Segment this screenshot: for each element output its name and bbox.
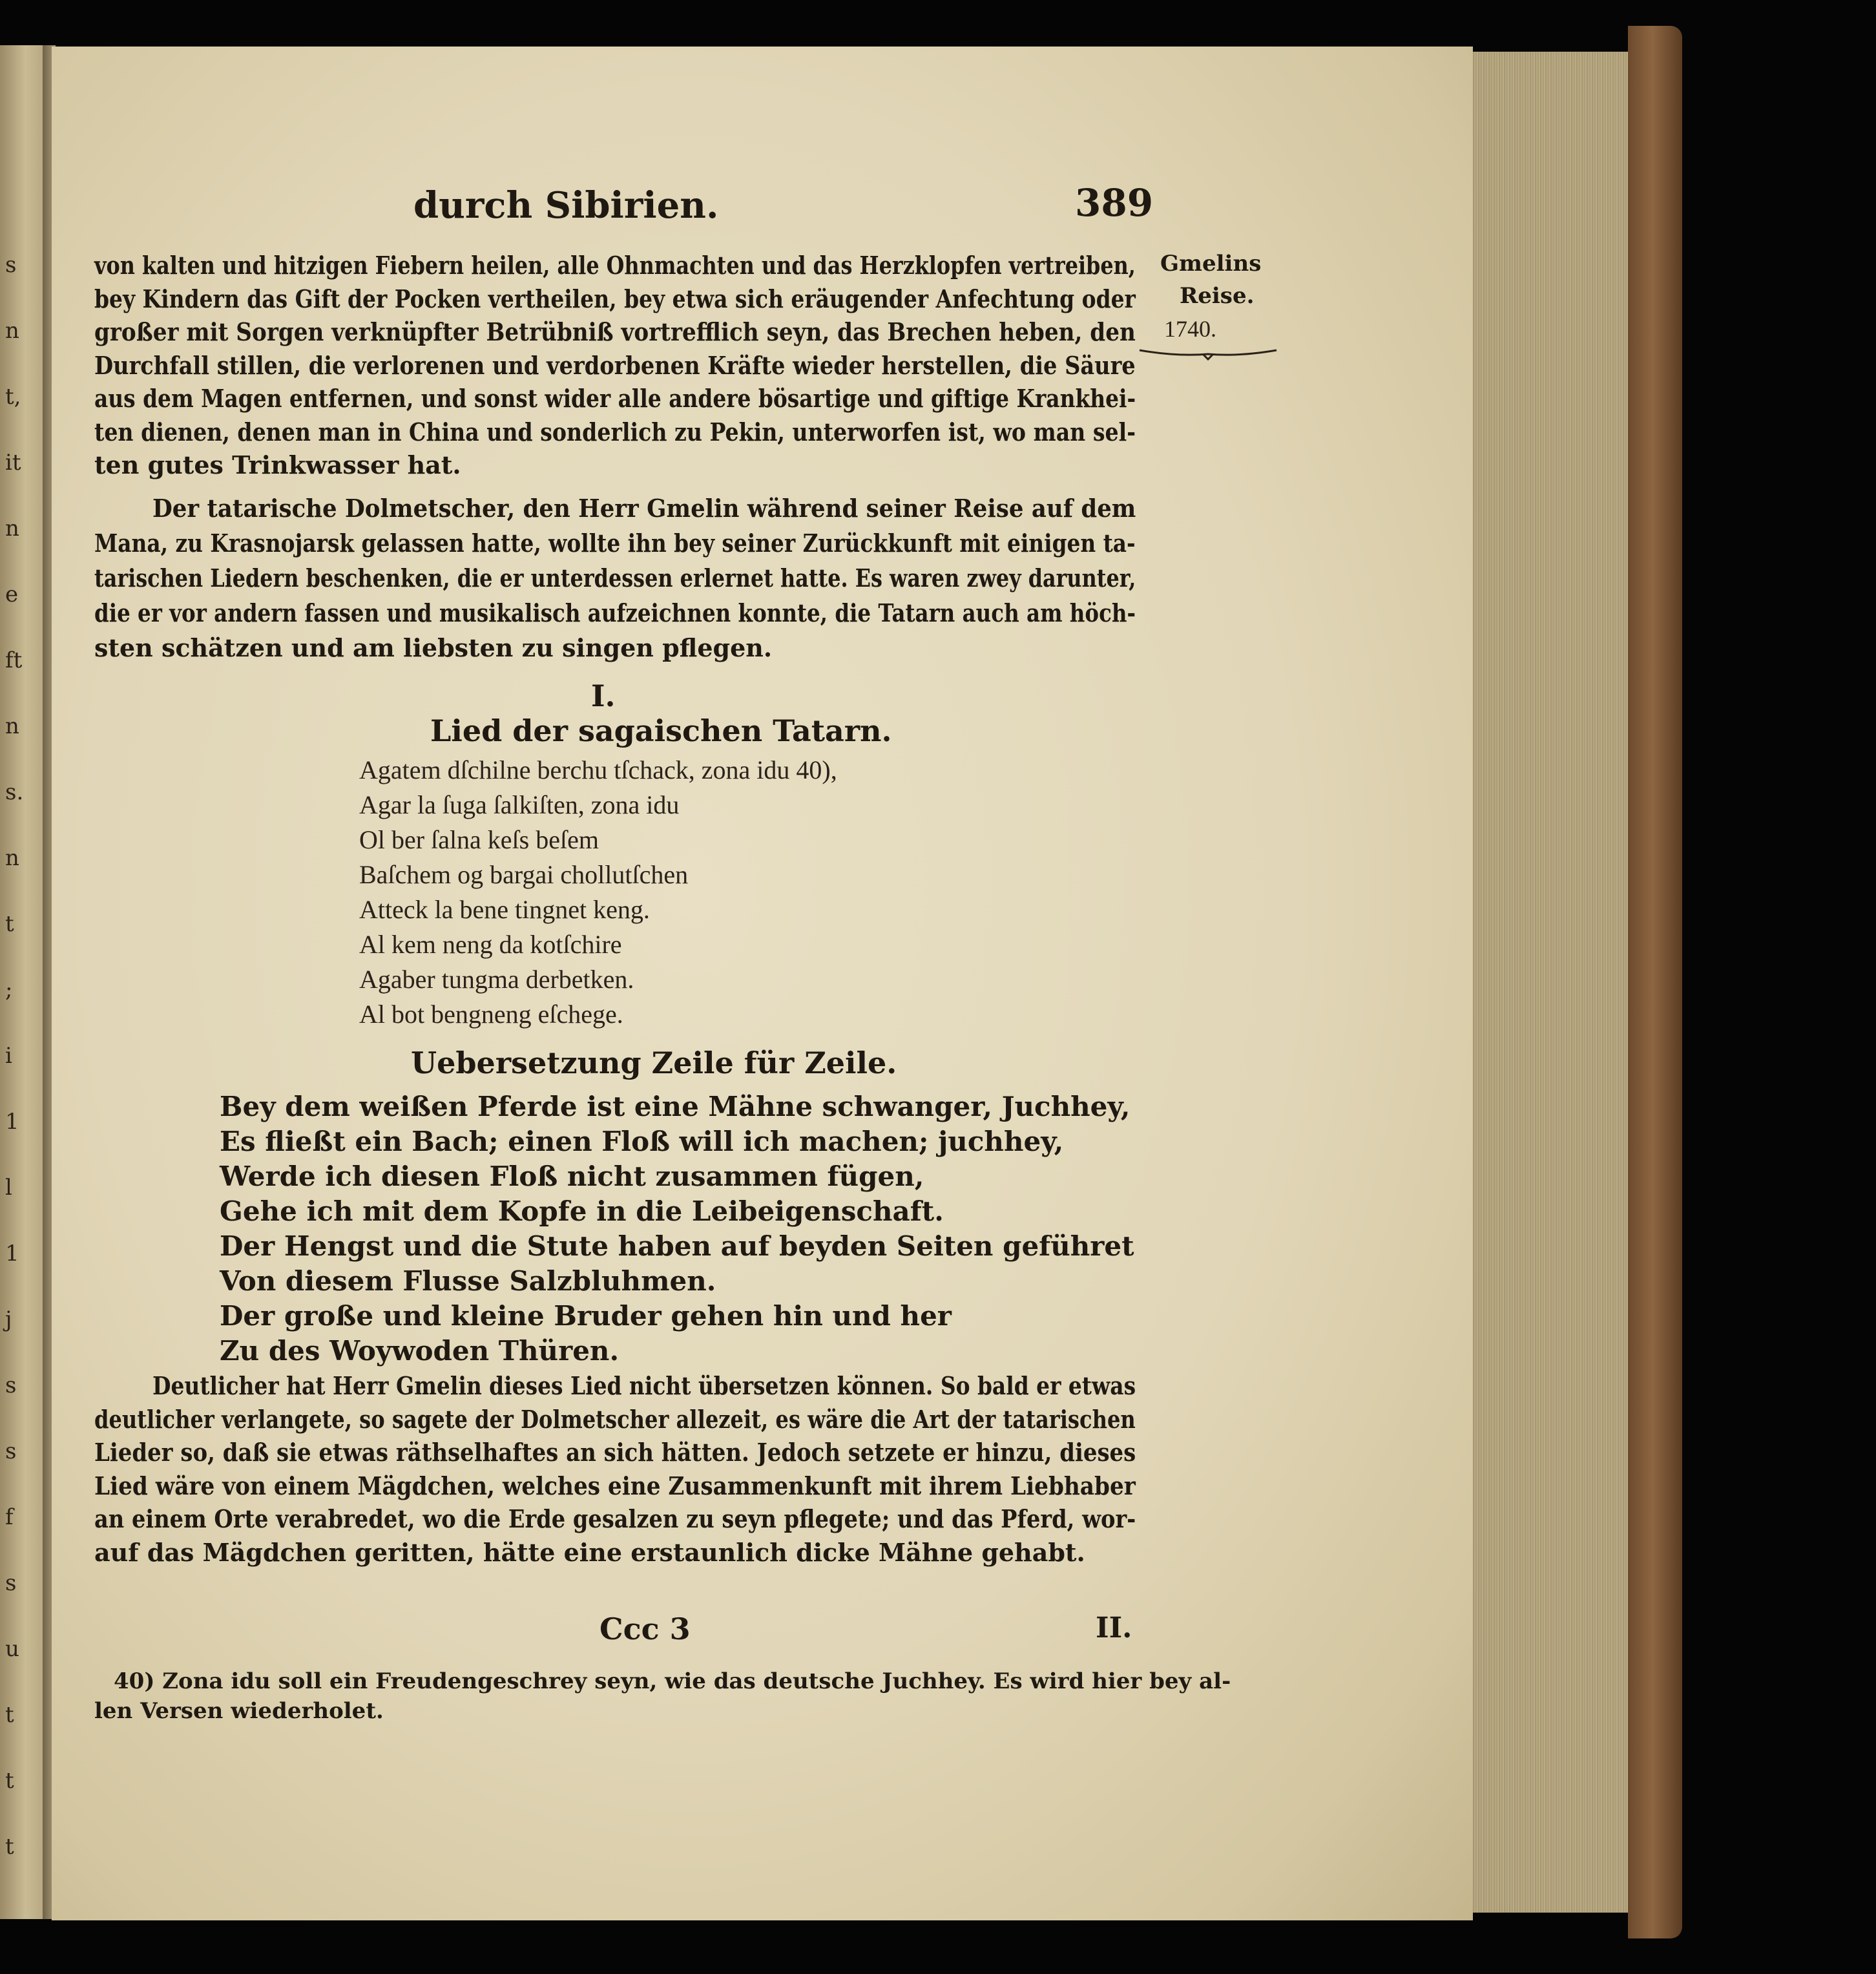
footnote-line: 40) Zona idu soll ein Freudengeschrey seyn, wie das deutsche Juchhey. Es wird hier bey al- [114, 1668, 1231, 1694]
para3-line: auf das Mägdchen geritten, hätte eine erstaunlich dicke Mähne gehabt. [94, 1537, 1085, 1567]
para3-line: Lieder so, daß sie etwas räthselhaftes an sich hätten. Jedoch setzete er hinzu, dieses [94, 1438, 1136, 1467]
previous-page-fragment: t [5, 1834, 14, 1860]
previous-page-fragment: s [5, 1438, 17, 1464]
para1-line: großer mit Sorgen verknüpfter Betrübniß vortrefflich seyn, das Brechen heben, den [94, 317, 1136, 346]
previous-page-fragment: n [5, 516, 19, 541]
previous-page-fragment: 1 [5, 1241, 19, 1266]
previous-page-edge [0, 45, 47, 1919]
previous-page-fragment: it [5, 450, 21, 476]
song-line: Ol ber ſalna keſs beſem [359, 825, 599, 854]
previous-page-fragment: s [5, 252, 17, 278]
translation-line: Der große und kleine Bruder gehen hin und her [220, 1300, 952, 1332]
para2-line: tarischen Liedern beschenken, die er unterdessen erlernet hatte. Es waren zwey darunter, [94, 563, 1136, 593]
margin-note-year: 1740. [1164, 316, 1216, 342]
previous-page-fragment: j [5, 1307, 12, 1332]
previous-page-fragment: t [5, 1702, 14, 1728]
signature-mark: Ccc 3 [599, 1612, 691, 1646]
para3-line: Lied wäre von einem Mägdchen, welches eine Zusammenkunft mit ihrem Liebhaber [94, 1471, 1136, 1500]
para1-line: bey Kindern das Gift der Pocken vertheilen, bey etwa sich eräugender Anfechtung oder [94, 284, 1136, 313]
para1-line: aus dem Magen entfernen, und sonst wider alle andere bösartige und giftige Krankhei- [94, 384, 1136, 413]
para2-line: sten schätzen und am liebsten zu singen pflegen. [94, 633, 773, 662]
translation-line: Von diesem Flusse Salzbluhmen. [220, 1265, 716, 1297]
translation-title: Uebersetzung Zeile für Zeile. [411, 1045, 897, 1080]
para1-line: Durchfall stillen, die verlorenen und verdorbenen Kräfte wieder herstellen, die Säure [94, 350, 1136, 380]
para2-line: Der tatarische Dolmetscher, den Herr Gmelin während seiner Reise auf dem [152, 494, 1136, 523]
previous-page-fragment: t [5, 1768, 14, 1794]
leather-cover-edge [1628, 26, 1682, 1938]
previous-page-fragment: n [5, 713, 19, 739]
previous-page-fragment: ; [5, 977, 13, 1003]
running-head: durch Sibirien. [413, 184, 719, 227]
previous-page-fragment: 1 [5, 1109, 19, 1135]
catchword: II. [1096, 1612, 1132, 1644]
previous-page-fragment: n [5, 845, 19, 871]
page-number: 389 [1075, 181, 1154, 225]
song-line: Agar la ſuga ſalkiſten, zona idu [359, 790, 680, 819]
translation-line: Der Hengst und die Stute haben auf beyden Seiten geführet [220, 1230, 1134, 1262]
song-title: Lied der sagaischen Tatarn. [430, 713, 892, 748]
page-block-edge [1461, 52, 1632, 1913]
previous-page-fragment: n [5, 318, 19, 344]
previous-page-fragment: l [5, 1175, 12, 1201]
song-line: Baſchem og bargai chollutſchen [359, 860, 689, 889]
previous-page-fragment: i [5, 1043, 12, 1069]
footnote-line: len Versen wiederholet. [94, 1698, 384, 1724]
margin-note-line: Gmelins [1160, 251, 1262, 277]
previous-page-fragment: f [5, 1504, 14, 1530]
song-line: Atteck la bene tingnet keng. [359, 895, 650, 924]
previous-page-fragment: t, [5, 384, 21, 410]
song-line: Agatem dſchilne berchu tſchack, zona idu 40), [359, 755, 837, 784]
translation-line: Es fließt ein Bach; einen Floß will ich machen; juchhey, [220, 1126, 1064, 1157]
para3-line: Deutlicher hat Herr Gmelin dieses Lied nicht übersetzen können. So bald er etwas [152, 1371, 1136, 1400]
translation-line: Zu des Woywoden Thüren. [220, 1335, 620, 1367]
para2-line: Mana, zu Krasnojarsk gelassen hatte, wollte ihn bey seiner Zurückkunft mit einigen ta- [94, 529, 1136, 558]
para3-line: deutlicher verlangete, so sagete der Dolmetscher allezeit, es wäre die Art der tatarischen [94, 1404, 1136, 1434]
previous-page-fragment: s [5, 1372, 17, 1398]
previous-page-fragment: u [5, 1636, 19, 1662]
para3-line: an einem Orte verabredet, wo die Erde gesalzen zu seyn pflegete; und das Pferd, wor- [94, 1504, 1136, 1533]
para1-line: ten dienen, denen man in China und sonderlich zu Pekin, unterworfen ist, wo man sel- [94, 417, 1136, 446]
song-line: Agaber tungma derbetken. [359, 965, 634, 994]
song-line: Al bot bengneng eſchege. [359, 1000, 623, 1029]
margin-note-line: Reise. [1180, 283, 1255, 309]
song-number: I. [591, 678, 616, 713]
previous-page-fragment: t [5, 911, 14, 937]
para2-line: die er vor andern fassen und musikalisch aufzeichnen konnte, die Tatarn auch am höch- [94, 598, 1136, 627]
margin-rule-ornament [1138, 346, 1278, 361]
para1-line: ten gutes Trinkwasser hat. [94, 450, 461, 479]
translation-line: Werde ich diesen Floß nicht zusammen fügen, [220, 1160, 924, 1192]
song-line: Al kem neng da kotſchire [359, 930, 622, 959]
translation-line: Bey dem weißen Pferde ist eine Mähne schwanger, Juchhey, [220, 1091, 1131, 1122]
previous-page-fragment: ft [5, 647, 23, 673]
previous-page-fragment: s [5, 1570, 17, 1596]
previous-page-fragment: s. [5, 779, 24, 805]
para1-line: von kalten und hitzigen Fiebern heilen, alle Ohnmachten und das Herzklopfen vertreiben, [94, 251, 1136, 280]
previous-page-fragment: e [5, 582, 19, 607]
translation-line: Gehe ich mit dem Kopfe in die Leibeigenschaft. [220, 1195, 944, 1227]
